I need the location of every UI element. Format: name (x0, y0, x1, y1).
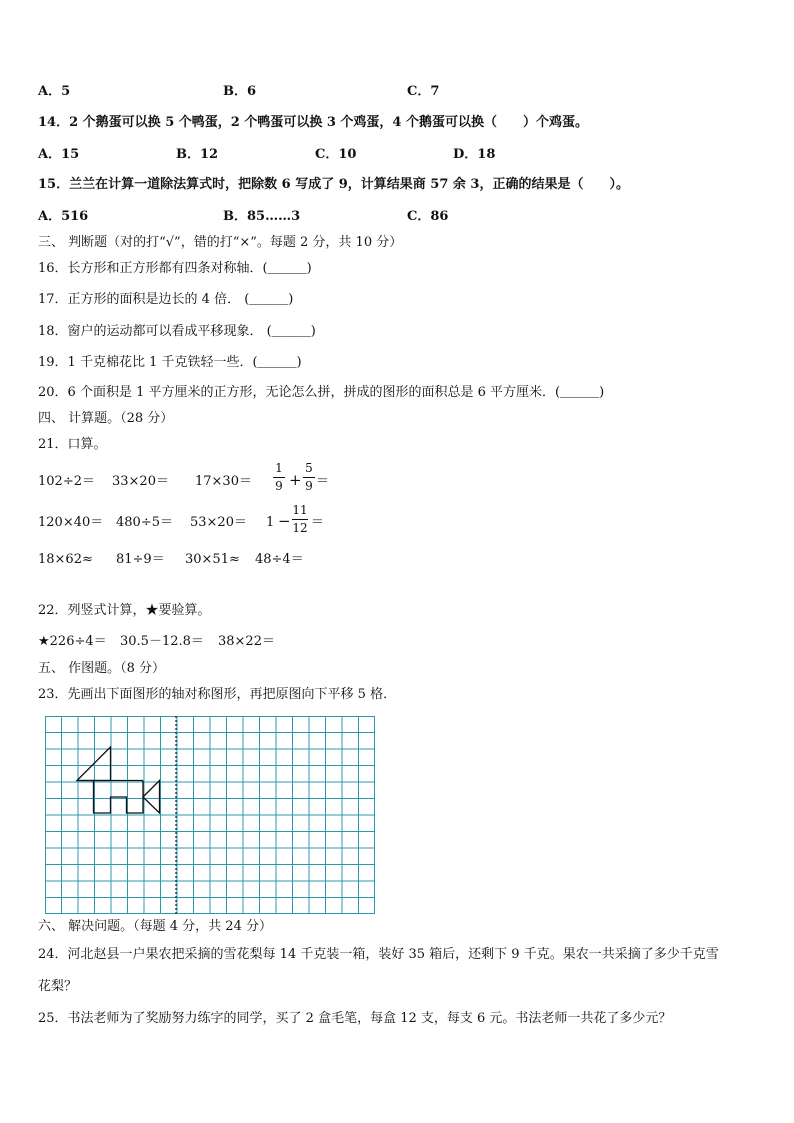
question-23: 23．先画出下面图形的轴对称图形，再把原图向下平移 5 格． (38, 687, 397, 702)
oral-calc-item: 33×20＝ (112, 474, 169, 489)
question-25: 25．书法老师为了奖励努力练字的同学，买了 2 盒毛笔，每盒 12 支，每支 6 元。书法老师一共花了多少元？ (38, 1011, 672, 1026)
vertical-calc-item: 30.5－12.8＝ (120, 634, 204, 649)
fraction-operator: − (278, 512, 291, 530)
question-20: 20．6 个面积是 1 平方厘米的正方形，无论怎么拼，拼成的图形的面积总是 6 平方厘米．(＿＿＿) (38, 385, 605, 400)
question-17: 17．正方形的面积是边长的 4 倍． (＿＿＿) (38, 292, 294, 307)
question-18: 18．窗户的运动都可以看成平移现象． (＿＿＿) (38, 324, 316, 339)
q15-option-a: A．516 (38, 209, 89, 224)
original-figure (77, 747, 160, 813)
fraction-denominator: 9 (305, 479, 313, 493)
oral-calc-item: 81÷9＝ (116, 552, 165, 567)
q14-option-d: D．18 (453, 147, 496, 162)
q13-option-a: A．5 (38, 84, 71, 99)
question-19: 19．1 千克棉花比 1 千克铁轻一些．(＿＿＿) (38, 355, 302, 370)
fraction-denominator: 9 (275, 479, 283, 493)
question-16: 16．长方形和正方形都有四条对称轴．(＿＿＿) (38, 261, 312, 276)
question-24-continued: 花梨？ (38, 979, 78, 994)
q13-option-c: C．7 (407, 84, 440, 99)
fraction-bar (273, 477, 285, 478)
oral-calc-item: 17×30＝ (195, 474, 252, 489)
fraction-numerator: 1 (275, 461, 283, 475)
fraction-operator: + (289, 471, 302, 489)
section-3-heading: 三、 判断题（对的打“√”，错的打“×”。每题 2 分，共 10 分） (38, 235, 403, 250)
fraction-numerator: 11 (292, 503, 308, 517)
grid-lines (45, 716, 375, 914)
vertical-calc-item: 38×22＝ (218, 634, 275, 649)
oral-calc-item: 120×40＝ (38, 515, 104, 530)
question-21: 21．口算。 (38, 437, 107, 452)
question-24: 24．河北赵县一户果农把采摘的雪花梨每 14 千克装一箱，装好 35 箱后，还剩下 9 千克。果农一共采摘了多少千克雪 (38, 947, 719, 962)
section-5-heading: 五、 作图题。（8 分） (38, 661, 166, 676)
oral-calc-item: 53×20＝ (190, 515, 247, 530)
question-14: 14．2 个鹅蛋可以换 5 个鸭蛋，2 个鸭蛋可以换 3 个鸡蛋，4 个鹅蛋可以换（ ）个鸡蛋。 (38, 115, 588, 130)
q15-option-b: B．85……3 (223, 209, 301, 224)
q14-option-c: C．10 (315, 147, 357, 162)
fraction-bar (303, 477, 315, 478)
fraction-equals: ＝ (316, 474, 330, 489)
q13-option-b: B．6 (223, 84, 257, 99)
question-15: 15．兰兰在计算一道除法算式时，把除数 6 写成了 9，计算结果商 57 余 3，正确的结果是（ ）。 (38, 177, 629, 192)
q14-option-a: A．15 (38, 147, 80, 162)
oral-calc-item: 102÷2＝ (38, 474, 95, 489)
oral-calc-item: 30×51≈ (185, 552, 240, 567)
oral-calc-item: 48÷4＝ (255, 552, 304, 567)
fraction-numerator: 5 (305, 461, 313, 475)
section-6-heading: 六、 解决问题。（每题 4 分，共 24 分） (38, 919, 272, 934)
oral-calc-item: 480÷5＝ (116, 515, 173, 530)
q14-option-b: B．12 (176, 147, 219, 162)
fraction-bar (292, 519, 308, 520)
fraction-denominator: 12 (292, 521, 308, 535)
question-22: 22．列竖式计算，★要验算。 (38, 603, 211, 618)
fraction-whole: 1 (266, 515, 275, 530)
drawing-grid (45, 716, 375, 914)
q15-option-c: C．86 (407, 209, 449, 224)
vertical-calc-item: ★226÷4＝ (38, 634, 107, 649)
fraction-equals: ＝ (311, 515, 325, 530)
oral-calc-item: 18×62≈ (38, 552, 93, 567)
section-4-heading: 四、 计算题。（28 分） (38, 411, 174, 426)
